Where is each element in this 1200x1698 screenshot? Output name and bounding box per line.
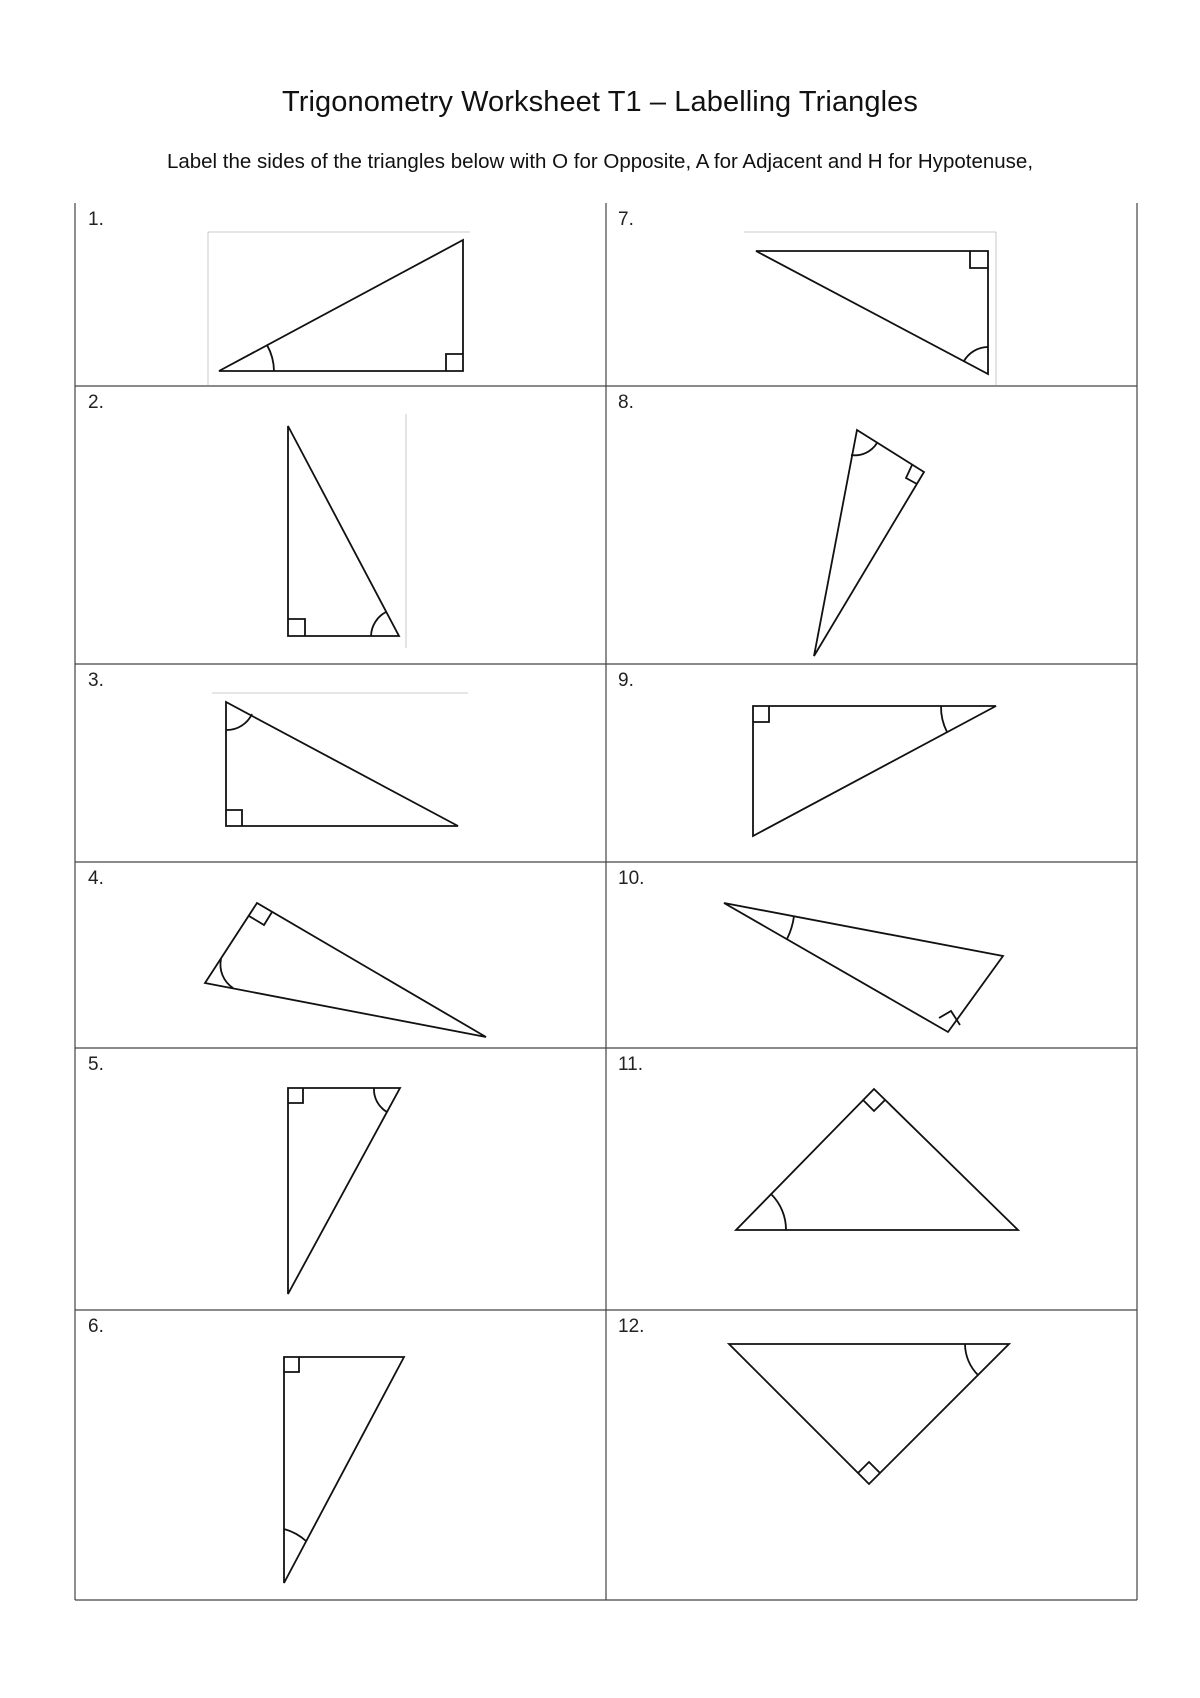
triangle-6 (284, 1357, 404, 1583)
question-number-7: 7. (618, 209, 634, 230)
question-number-5: 5. (88, 1054, 104, 1075)
triangle-7 (756, 251, 988, 374)
question-number-3: 3. (88, 670, 104, 691)
triangle-2 (288, 426, 399, 636)
question-number-8: 8. (618, 392, 634, 413)
triangle-5 (288, 1088, 400, 1294)
instructions: Label the sides of the triangles below with O for Opposite, A for Adjacent and H for Hypotenuse, (166, 150, 1034, 173)
triangle-11 (736, 1089, 1018, 1230)
triangle-9 (753, 706, 996, 836)
triangle-12 (729, 1344, 1009, 1484)
triangle-8 (814, 430, 924, 656)
page-title: Trigonometry Worksheet T1 – Labelling Triangles (281, 86, 919, 118)
triangle-10 (724, 903, 1003, 1032)
figure-scan-frames (208, 232, 996, 693)
question-number-1: 1. (88, 209, 104, 230)
question-number-12: 12. (618, 1316, 645, 1337)
question-number-10: 10. (618, 868, 645, 889)
triangle-1 (219, 240, 463, 371)
grid-lines (75, 203, 1137, 1600)
question-number-11: 11. (618, 1054, 644, 1075)
question-number-2: 2. (88, 392, 104, 413)
triangle-4 (205, 903, 486, 1037)
question-number-6: 6. (88, 1316, 104, 1337)
triangle-3 (226, 702, 458, 826)
question-number-4: 4. (88, 868, 104, 889)
question-number-9: 9. (618, 670, 634, 691)
